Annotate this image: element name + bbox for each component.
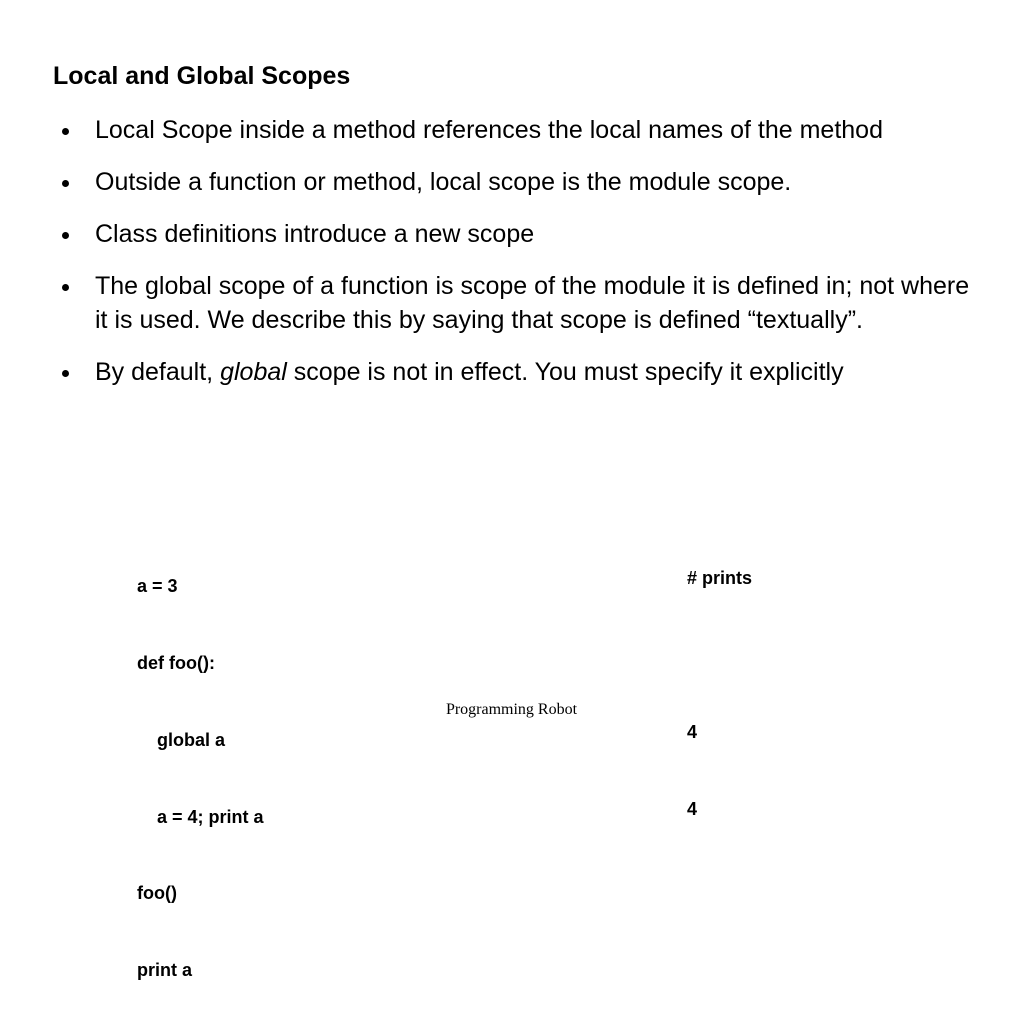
bullet-item [60,165,980,199]
output-line [687,643,752,669]
bullet-text: The global scope of a function is scope of the module it is defined in; not where it is used. We describe this by saying that scope is defined “textually”. [95,272,970,334]
bullet-text: Class definitions introduce a new scope [95,220,535,248]
bullet-item [60,269,980,337]
bullet-item [60,113,980,147]
code-line: global a [137,729,226,750]
output-line: # prints [687,568,753,589]
bullet-dot-icon [62,370,69,377]
code-line: a = 3 [137,576,178,597]
output-line: 4 [687,798,698,819]
bullet-list [60,113,980,407]
bullet-dot-icon [62,232,69,239]
output-line: 4 [687,721,698,742]
code-line: def foo(): [137,652,215,673]
code-example [137,523,264,1009]
code-line: print a [137,960,193,981]
bullet-text [95,355,980,389]
bullet-item [60,217,980,251]
slide-title: Local and Global Scopes [53,62,351,90]
bullet-item [60,355,980,389]
bullet-text-after: scope is not in effect. You must specify it explicitly [286,358,844,386]
code-output [687,515,752,848]
code-line: a = 4; print a [137,806,264,827]
bullet-text-emphasis: global [220,358,287,386]
bullet-dot-icon [62,180,69,187]
bullet-dot-icon [62,128,69,135]
slide-footer: Programming Robot [445,701,578,718]
bullet-text-before: By default, [95,358,221,386]
bullet-text: Local Scope inside a method references the local names of the method [95,116,883,144]
bullet-text: Outside a function or method, local scope is the module scope. [95,168,792,196]
bullet-dot-icon [62,284,69,291]
code-line: foo() [137,883,177,904]
